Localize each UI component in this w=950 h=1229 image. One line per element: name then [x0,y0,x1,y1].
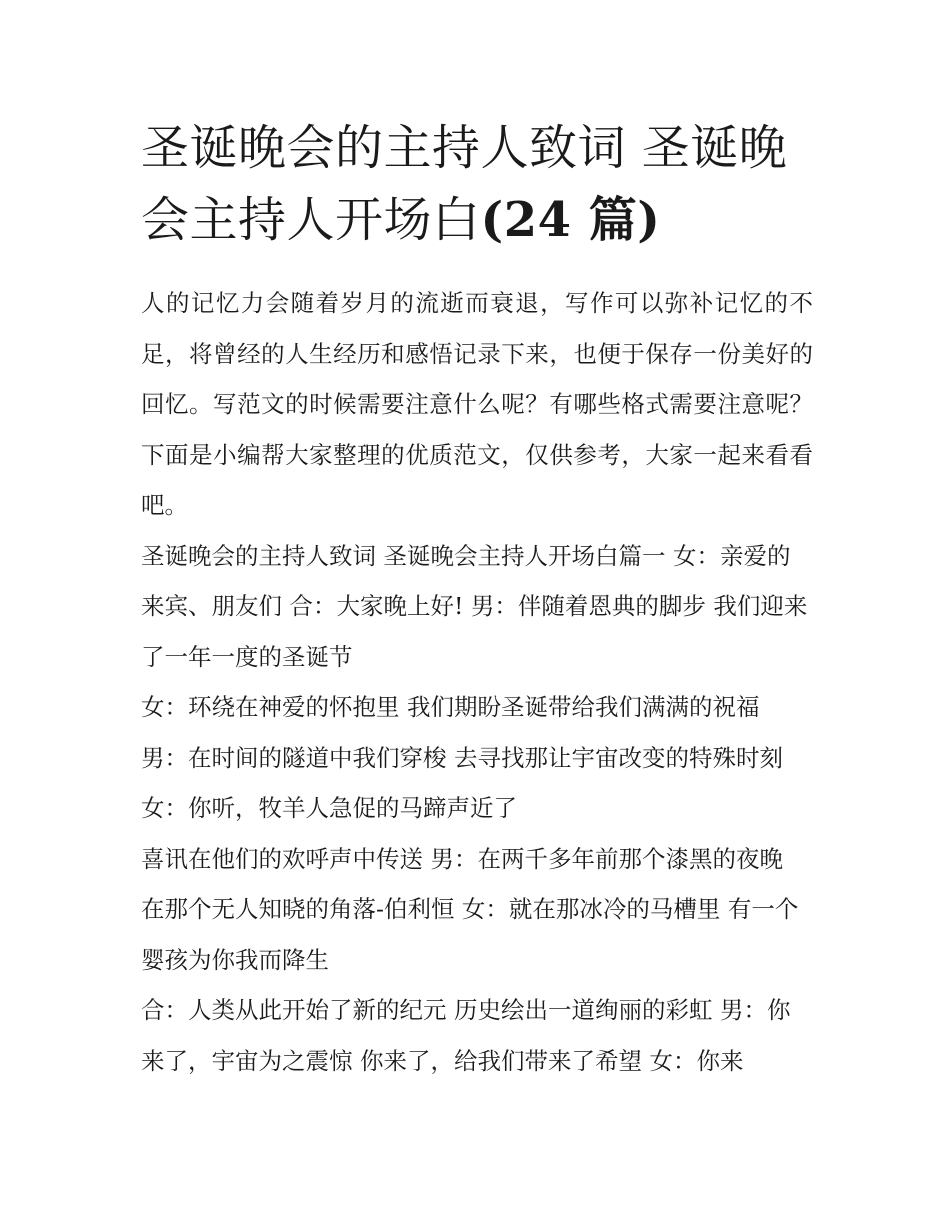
title-suffix: (24 篇) [480,192,661,248]
intro-paragraph: 人的记忆力会随着岁月的流逝而衰退，写作可以弥补记忆的不足，将曾经的人生经历和感悟记录下来，也便于保存一份美好的回忆。写范文的时候需要注意什么呢？有哪些格式需要注意呢？下面是小编帮大家整理的优质范文，仅供参考，大家一起来看看吧。 [141,289,813,519]
body-paragraph: 喜讯在他们的欢呼声中传送 男：在两千多年前那个漆黑的夜晚 在那个无人知晓的角落-伯利恒 女：就在那冰冷的马槽里 有一个婴孩为你我而降生 [141,844,799,974]
body-paragraph: 合：人类从此开始了新的纪元 历史绘出一道绚丽的彩虹 男：你来了，宇宙为之震惊 你来了，给我们带来了希望 女：你来 [141,996,791,1075]
body-paragraph: 女：环绕在神爱的怀抱里 我们期盼圣诞带给我们满满的祝福 男：在时间的隧道中我们穿梭 去寻找那让宇宙改变的特殊时刻 女：你听，牧羊人急促的马蹄声近了 [141,693,783,822]
body-paragraph: 圣诞晚会的主持人致词 圣诞晚会主持人开场白篇一 女：亲爱的来宾、朋友们 合：大家晚上好! 男：伴随着恩典的脚步 我们迎来了一年一度的圣诞节 [141,541,808,671]
title-main: 圣诞晚会的主持人致词 圣诞晚会主持人开场白 [141,120,788,248]
document-title [141,112,813,256]
document-content [141,112,813,1086]
